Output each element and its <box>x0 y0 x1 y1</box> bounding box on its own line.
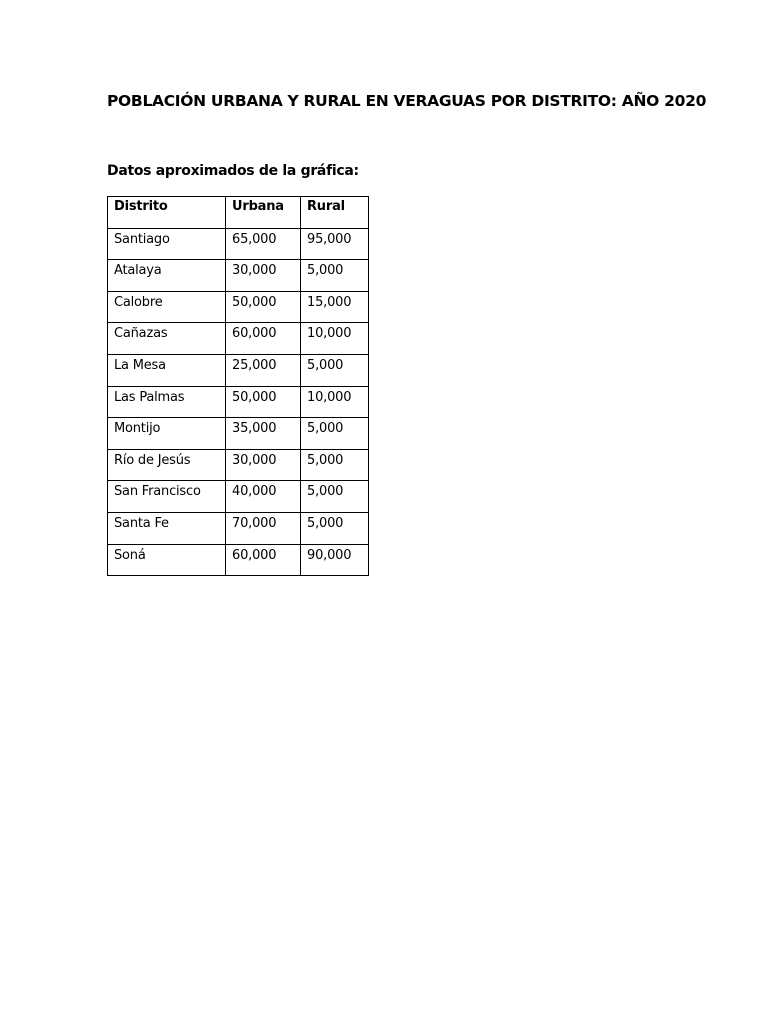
cell-distrito: Montijo <box>108 418 226 450</box>
cell-rural: 10,000 <box>301 323 369 355</box>
cell-rural: 15,000 <box>301 291 369 323</box>
cell-urbana: 60,000 <box>226 544 301 576</box>
cell-distrito: Río de Jesús <box>108 449 226 481</box>
cell-rural: 5,000 <box>301 481 369 513</box>
cell-rural: 5,000 <box>301 260 369 292</box>
cell-urbana: 70,000 <box>226 512 301 544</box>
cell-rural: 5,000 <box>301 512 369 544</box>
cell-distrito: Soná <box>108 544 226 576</box>
table-row <box>108 512 369 544</box>
cell-urbana: 30,000 <box>226 260 301 292</box>
cell-distrito: Las Palmas <box>108 386 226 418</box>
cell-urbana: 60,000 <box>226 323 301 355</box>
cell-urbana: 50,000 <box>226 291 301 323</box>
header-rural: Rural <box>301 197 369 229</box>
cell-urbana: 65,000 <box>226 228 301 260</box>
table-row <box>108 323 369 355</box>
cell-rural: 5,000 <box>301 354 369 386</box>
header-distrito: Distrito <box>108 197 226 229</box>
table-row <box>108 544 369 576</box>
cell-urbana: 40,000 <box>226 481 301 513</box>
cell-rural: 5,000 <box>301 418 369 450</box>
cell-rural: 90,000 <box>301 544 369 576</box>
table-row <box>108 386 369 418</box>
cell-rural: 95,000 <box>301 228 369 260</box>
table-row <box>108 418 369 450</box>
table-caption: Datos aproximados de la gráfica: <box>107 163 359 179</box>
table-row <box>108 291 369 323</box>
table-row <box>108 260 369 292</box>
table-row <box>108 354 369 386</box>
cell-rural: 5,000 <box>301 449 369 481</box>
cell-distrito: Santiago <box>108 228 226 260</box>
cell-distrito: Santa Fe <box>108 512 226 544</box>
table-row <box>108 481 369 513</box>
table-header-row <box>108 197 369 229</box>
table-row <box>108 228 369 260</box>
page-title: POBLACIÓN URBANA Y RURAL EN VERAGUAS POR DISTRITO: AÑO 2020 <box>107 92 707 110</box>
table-row <box>108 449 369 481</box>
cell-urbana: 30,000 <box>226 449 301 481</box>
cell-urbana: 35,000 <box>226 418 301 450</box>
cell-distrito: La Mesa <box>108 354 226 386</box>
cell-distrito: Atalaya <box>108 260 226 292</box>
cell-distrito: Cañazas <box>108 323 226 355</box>
cell-urbana: 25,000 <box>226 354 301 386</box>
cell-distrito: Calobre <box>108 291 226 323</box>
cell-rural: 10,000 <box>301 386 369 418</box>
cell-distrito: San Francisco <box>108 481 226 513</box>
header-urbana: Urbana <box>226 197 301 229</box>
population-table <box>107 196 369 576</box>
cell-urbana: 50,000 <box>226 386 301 418</box>
